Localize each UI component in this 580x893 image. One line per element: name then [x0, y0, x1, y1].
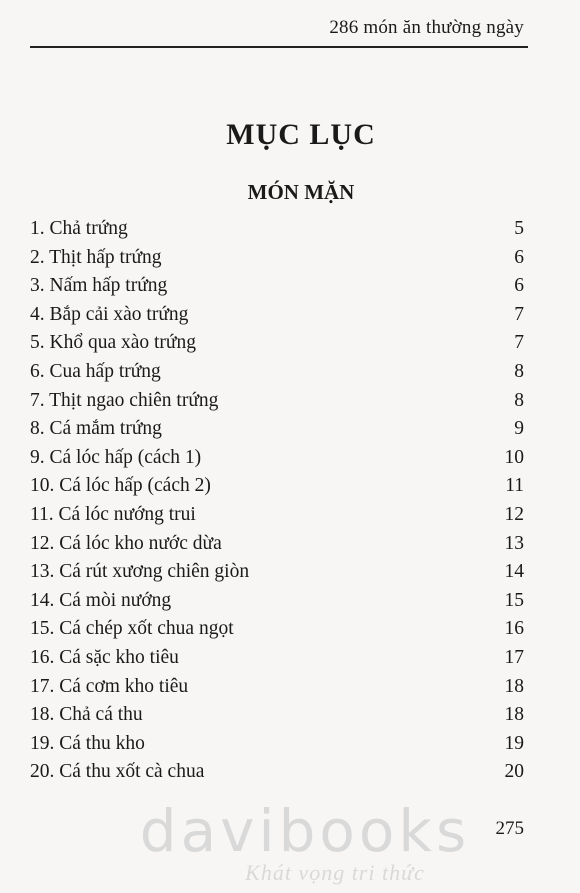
- toc-entry-page: 8: [514, 389, 524, 411]
- toc-entry: [30, 561, 524, 590]
- toc-entry-title: 13. Cá rút xương chiên giòn: [30, 561, 250, 583]
- toc-entry: [30, 647, 524, 676]
- toc-entry-title: 4. Bắp cải xào trứng: [30, 303, 189, 325]
- toc-entry-page: 13: [504, 532, 524, 554]
- toc-entry-page: 19: [504, 732, 524, 754]
- toc-entry-title: 14. Cá mòi nướng: [30, 589, 172, 611]
- toc-entry-page: 6: [514, 246, 524, 268]
- toc-entry-page: 16: [504, 618, 524, 640]
- running-header-title: 286 món ăn thường ngày: [329, 17, 524, 38]
- toc-entry: [30, 361, 524, 390]
- watermark: [0, 797, 580, 886]
- toc-entry-page: 7: [514, 303, 524, 325]
- toc-entry-page: 10: [504, 446, 524, 468]
- toc-entry-page: 6: [514, 275, 524, 297]
- toc-entry: [30, 733, 524, 762]
- toc-entry-title: 10. Cá lóc hấp (cách 2): [30, 475, 211, 497]
- toc-entry-title: 17. Cá cơm kho tiêu: [30, 675, 189, 697]
- toc-entry-title: 3. Nấm hấp trứng: [30, 275, 168, 297]
- toc-entry: [30, 761, 524, 790]
- toc-entry: [30, 704, 524, 733]
- toc-entry-title: 6. Cua hấp trứng: [30, 360, 161, 382]
- toc-entry-page: 5: [514, 218, 524, 239]
- toc-entry-page: 18: [504, 675, 524, 697]
- toc-entry-page: 9: [514, 418, 524, 440]
- toc-entry-title: 18. Chả cá thu: [30, 704, 143, 726]
- toc-entry-title: 19. Cá thu kho: [30, 732, 145, 754]
- toc-entry-title: 9. Cá lóc hấp (cách 1): [30, 446, 202, 468]
- toc-entry: [30, 418, 524, 447]
- toc-entry-title: 11. Cá lóc nướng trui: [30, 503, 196, 525]
- toc-entry-page: 12: [504, 503, 524, 525]
- toc-entry-page: 17: [504, 646, 524, 668]
- toc-entry: [30, 590, 524, 619]
- toc-entry-page: 11: [505, 475, 524, 497]
- toc-entry-title: 2. Thịt hấp trứng: [30, 246, 162, 268]
- toc-entry: [30, 676, 524, 705]
- section-heading: MÓN MẶN: [247, 180, 355, 204]
- table-of-contents: [30, 218, 524, 790]
- toc-entry-title: 5. Khổ qua xào trứng: [30, 332, 196, 354]
- toc-entry: [30, 332, 524, 361]
- toc-entry-page: 7: [514, 332, 524, 354]
- header-rule: [30, 46, 528, 48]
- toc-entry: [30, 390, 524, 419]
- toc-entry: [30, 447, 524, 476]
- watermark-brand: davibooks: [139, 797, 471, 865]
- toc-entry: [30, 475, 524, 504]
- toc-entry-page: 8: [514, 360, 524, 382]
- toc-entry-title: 16. Cá sặc kho tiêu: [30, 646, 179, 668]
- toc-entry: [30, 218, 524, 247]
- toc-entry: [30, 275, 524, 304]
- toc-entry-title: 20. Cá thu xốt cà chua: [30, 761, 205, 783]
- page-number: 275: [495, 818, 524, 839]
- toc-entry-page: 15: [504, 589, 524, 611]
- toc-entry: [30, 618, 524, 647]
- toc-entry: [30, 504, 524, 533]
- toc-entry-page: 14: [504, 561, 524, 583]
- toc-entry: [30, 533, 524, 562]
- toc-entry-page: 18: [504, 704, 524, 726]
- toc-entry-title: 1. Chả trứng: [30, 218, 128, 239]
- watermark-tagline: Khát vọng tri thức: [245, 860, 425, 885]
- toc-entry-title: 7. Thịt ngao chiên trứng: [30, 389, 219, 411]
- toc-entry-title: 15. Cá chép xốt chua ngọt: [30, 618, 234, 640]
- toc-entry-title: 8. Cá mắm trứng: [30, 418, 162, 440]
- page-heading: MỤC LỤC: [226, 118, 376, 151]
- toc-entry-page: 20: [504, 761, 524, 783]
- toc-entry: [30, 304, 524, 333]
- toc-entry: [30, 247, 524, 276]
- toc-entry-title: 12. Cá lóc kho nước dừa: [30, 532, 222, 554]
